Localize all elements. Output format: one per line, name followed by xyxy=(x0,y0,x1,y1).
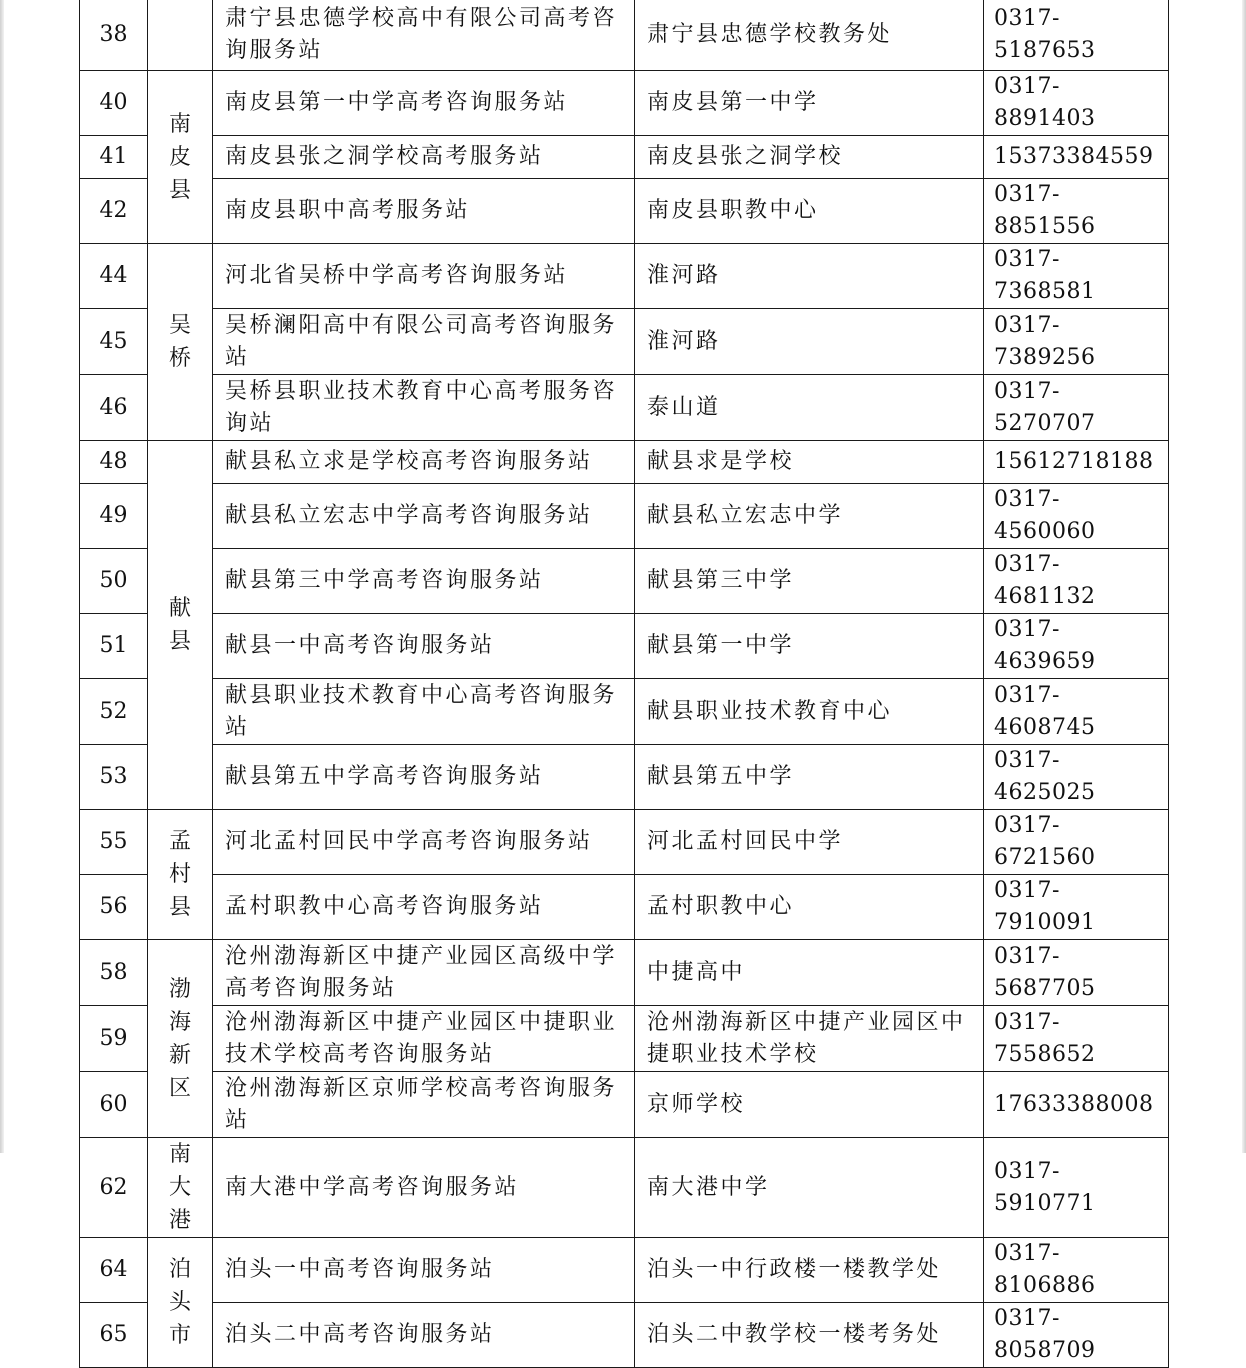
row-number: 60 xyxy=(80,1072,148,1138)
station-location: 沧州渤海新区中捷产业园区中捷职业技术学校 xyxy=(635,1006,984,1072)
station-location: 献县第五中学 xyxy=(635,745,984,810)
phone-number: 0317-8106886 xyxy=(984,1238,1169,1303)
station-location: 淮河路 xyxy=(635,244,984,309)
station-name: 献县私立求是学校高考咨询服务站 xyxy=(213,441,635,484)
row-number: 51 xyxy=(80,614,148,679)
phone-number: 0317-5270707 xyxy=(984,375,1169,441)
station-location: 献县求是学校 xyxy=(635,441,984,484)
county-char: 市 xyxy=(168,1323,191,1348)
station-location: 肃宁县忠德学校教务处 xyxy=(635,0,984,71)
county-char: 吴 xyxy=(168,313,191,338)
row-number: 49 xyxy=(80,484,148,549)
county-char: 渤 xyxy=(168,976,191,1002)
phone-number: 0317-4625025 xyxy=(984,745,1169,810)
county-cell-empty xyxy=(148,0,213,71)
table-row xyxy=(80,309,1169,375)
county-cell xyxy=(148,441,213,810)
county-cell xyxy=(148,1238,213,1368)
row-number: 41 xyxy=(80,136,148,179)
station-name: 献县职业技术教育中心高考咨询服务站 xyxy=(213,679,635,745)
station-name: 沧州渤海新区京师学校高考咨询服务站 xyxy=(213,1072,635,1138)
station-name: 献县一中高考咨询服务站 xyxy=(213,614,635,679)
phone-number: 15612718188 xyxy=(984,441,1169,484)
row-number: 65 xyxy=(80,1303,148,1368)
phone-number: 0317-4608745 xyxy=(984,679,1169,745)
station-location: 南皮县第一中学 xyxy=(635,71,984,136)
station-location: 南大港中学 xyxy=(635,1138,984,1238)
consultation-station-table xyxy=(79,0,1169,1368)
county-char: 泊 xyxy=(168,1257,191,1282)
table-row xyxy=(80,484,1169,549)
county-char: 新 xyxy=(168,1042,191,1068)
station-name: 南皮县第一中学高考咨询服务站 xyxy=(213,71,635,136)
table-row xyxy=(80,0,1169,71)
table-row xyxy=(80,679,1169,745)
county-cell xyxy=(148,71,213,244)
row-number: 46 xyxy=(80,375,148,441)
county-char: 南 xyxy=(168,1142,191,1167)
station-name: 孟村职教中心高考咨询服务站 xyxy=(213,875,635,940)
table-row xyxy=(80,745,1169,810)
station-location: 献县私立宏志中学 xyxy=(635,484,984,549)
row-number: 64 xyxy=(80,1238,148,1303)
phone-number: 0317-5687705 xyxy=(984,940,1169,1006)
county-cell xyxy=(148,940,213,1138)
table-row xyxy=(80,875,1169,940)
table-row xyxy=(80,1238,1169,1303)
station-name: 南皮县职中高考服务站 xyxy=(213,179,635,244)
county-char: 孟 xyxy=(168,829,191,854)
phone-number: 0317-6721560 xyxy=(984,810,1169,875)
county-char: 海 xyxy=(168,1009,191,1035)
county-char: 皮 xyxy=(168,144,191,170)
table-row xyxy=(80,614,1169,679)
county-char: 县 xyxy=(168,629,191,654)
phone-number: 0317-7558652 xyxy=(984,1006,1169,1072)
row-number: 48 xyxy=(80,441,148,484)
station-location: 南皮县职教中心 xyxy=(635,179,984,244)
county-char: 县 xyxy=(168,177,191,203)
station-name: 肃宁县忠德学校高中有限公司高考咨询服务站 xyxy=(213,0,635,71)
row-number: 56 xyxy=(80,875,148,940)
phone-number: 0317-8851556 xyxy=(984,179,1169,244)
station-name: 吴桥县职业技术教育中心高考服务咨询站 xyxy=(213,375,635,441)
row-number: 55 xyxy=(80,810,148,875)
station-location: 淮河路 xyxy=(635,309,984,375)
station-name: 河北孟村回民中学高考咨询服务站 xyxy=(213,810,635,875)
county-char: 区 xyxy=(168,1075,191,1101)
station-location: 南皮县张之洞学校 xyxy=(635,136,984,179)
county-cell xyxy=(148,810,213,940)
row-number: 40 xyxy=(80,71,148,136)
table-row xyxy=(80,244,1169,309)
table-row xyxy=(80,441,1169,484)
phone-number: 0317-7368581 xyxy=(984,244,1169,309)
table-row xyxy=(80,1006,1169,1072)
table-row xyxy=(80,179,1169,244)
station-name: 泊头一中高考咨询服务站 xyxy=(213,1238,635,1303)
station-location: 河北孟村回民中学 xyxy=(635,810,984,875)
station-name: 献县第三中学高考咨询服务站 xyxy=(213,549,635,614)
station-location: 泰山道 xyxy=(635,375,984,441)
table-row xyxy=(80,71,1169,136)
row-number: 44 xyxy=(80,244,148,309)
phone-number: 17633388008 xyxy=(984,1072,1169,1138)
station-location: 献县第三中学 xyxy=(635,549,984,614)
table-row xyxy=(80,136,1169,179)
table-row xyxy=(80,940,1169,1006)
station-name: 献县私立宏志中学高考咨询服务站 xyxy=(213,484,635,549)
station-name: 南大港中学高考咨询服务站 xyxy=(213,1138,635,1238)
page-shadow-left xyxy=(0,0,4,1153)
phone-number: 0317-8891403 xyxy=(984,71,1169,136)
station-location: 献县第一中学 xyxy=(635,614,984,679)
county-char: 南 xyxy=(168,111,191,137)
row-number: 58 xyxy=(80,940,148,1006)
table-row xyxy=(80,1072,1169,1138)
station-name: 河北省吴桥中学高考咨询服务站 xyxy=(213,244,635,309)
table-row xyxy=(80,1303,1169,1368)
row-number: 52 xyxy=(80,679,148,745)
county-cell xyxy=(148,244,213,441)
phone-number: 0317-5187653 xyxy=(984,0,1169,71)
phone-number: 0317-7910091 xyxy=(984,875,1169,940)
station-name: 吴桥澜阳高中有限公司高考咨询服务站 xyxy=(213,309,635,375)
table-row xyxy=(80,810,1169,875)
station-location: 献县职业技术教育中心 xyxy=(635,679,984,745)
row-number: 50 xyxy=(80,549,148,614)
row-number: 59 xyxy=(80,1006,148,1072)
row-number: 53 xyxy=(80,745,148,810)
page-shadow-right xyxy=(1242,0,1246,1153)
row-number: 45 xyxy=(80,309,148,375)
station-location: 泊头一中行政楼一楼教学处 xyxy=(635,1238,984,1303)
station-name: 南皮县张之洞学校高考服务站 xyxy=(213,136,635,179)
county-char: 献 xyxy=(168,596,191,621)
phone-number: 0317-4681132 xyxy=(984,549,1169,614)
table-row xyxy=(80,375,1169,441)
phone-number: 15373384559 xyxy=(984,136,1169,179)
station-name: 沧州渤海新区中捷产业园区中捷职业技术学校高考咨询服务站 xyxy=(213,1006,635,1072)
row-number: 62 xyxy=(80,1138,148,1238)
station-location: 泊头二中教学校一楼考务处 xyxy=(635,1303,984,1368)
row-number: 38 xyxy=(80,0,148,71)
station-location: 中捷高中 xyxy=(635,940,984,1006)
phone-number: 0317-4639659 xyxy=(984,614,1169,679)
row-number: 42 xyxy=(80,179,148,244)
phone-number: 0317-4560060 xyxy=(984,484,1169,549)
station-name: 泊头二中高考咨询服务站 xyxy=(213,1303,635,1368)
phone-number: 0317-7389256 xyxy=(984,309,1169,375)
table-row xyxy=(80,549,1169,614)
county-char: 桥 xyxy=(168,346,191,371)
county-char: 县 xyxy=(168,895,191,920)
station-location: 京师学校 xyxy=(635,1072,984,1138)
phone-number: 0317-5910771 xyxy=(984,1138,1169,1238)
county-char: 头 xyxy=(168,1290,191,1315)
station-location: 孟村职教中心 xyxy=(635,875,984,940)
county-char: 港 xyxy=(168,1208,191,1233)
phone-number: 0317-8058709 xyxy=(984,1303,1169,1368)
station-name: 沧州渤海新区中捷产业园区高级中学高考咨询服务站 xyxy=(213,940,635,1006)
station-name: 献县第五中学高考咨询服务站 xyxy=(213,745,635,810)
county-char: 村 xyxy=(168,862,191,887)
county-char: 大 xyxy=(168,1175,191,1200)
